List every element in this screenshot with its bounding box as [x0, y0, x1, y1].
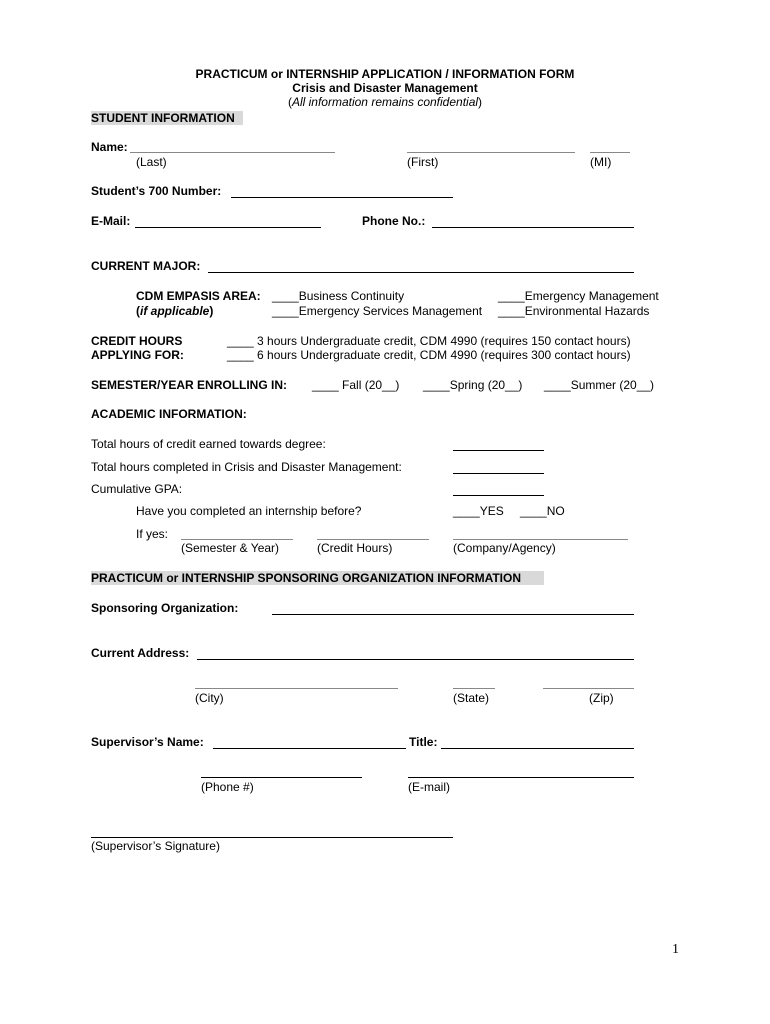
supervisor-title-label: Title:	[409, 735, 438, 749]
current-major-field[interactable]	[208, 272, 634, 273]
first-caption: (First)	[407, 155, 439, 169]
state-caption: (State)	[453, 691, 490, 705]
credit-hours-label: CREDIT HOURS	[91, 334, 183, 348]
page-number: 1	[672, 942, 679, 957]
prior-internship-question: Have you completed an internship before?	[136, 504, 362, 518]
emphasis-emergency-management[interactable]: ____Emergency Management	[498, 289, 659, 303]
last-name-field[interactable]	[130, 152, 335, 153]
phone-caption: (Phone #)	[201, 780, 254, 794]
email-caption: (E-mail)	[408, 780, 450, 794]
semester-spring-option[interactable]: ____Spring (20__)	[423, 378, 523, 392]
signature-caption: (Supervisor’s Signature)	[91, 839, 220, 853]
if-yes-label: If yes:	[136, 527, 169, 541]
prior-internship-no[interactable]: ____NO	[520, 504, 565, 518]
credit-6-hours-option[interactable]: ____ 6 hours Undergraduate credit, CDM 4990 (requires 300 contact hours)	[227, 348, 631, 362]
sponsor-info-heading: PRACTICUM or INTERNSHIP SPONSORING ORGANIZATION INFORMATION	[91, 571, 544, 585]
supervisor-title-field[interactable]	[441, 748, 634, 749]
name-label: Name:	[91, 140, 128, 154]
company-agency-field[interactable]	[453, 539, 628, 540]
emphasis-business-continuity[interactable]: ____Business Continuity	[272, 289, 405, 303]
current-major-label: CURRENT MAJOR:	[91, 259, 201, 273]
address-field[interactable]	[197, 659, 634, 660]
emphasis-environmental-hazards[interactable]: ____Environmental Hazards	[498, 304, 650, 318]
total-credit-field[interactable]	[453, 450, 544, 451]
supervisor-name-label: Supervisor’s Name:	[91, 735, 204, 749]
supervisor-name-field[interactable]	[213, 748, 406, 749]
current-address-label: Current Address:	[91, 646, 190, 660]
supervisor-email-field[interactable]	[408, 777, 634, 778]
supervisor-signature-field[interactable]	[91, 837, 453, 838]
semester-year-field[interactable]	[181, 539, 293, 540]
student-id-field[interactable]	[231, 197, 453, 198]
state-field[interactable]	[453, 688, 495, 689]
cdm-hours-label: Total hours completed in Crisis and Disaster Management:	[91, 460, 402, 474]
zip-field[interactable]	[543, 688, 634, 689]
total-credit-label: Total hours of credit earned towards degree:	[91, 437, 326, 451]
city-caption: (City)	[195, 691, 224, 705]
credit-3-hours-option[interactable]: ____ 3 hours Undergraduate credit, CDM 4990 (requires 150 contact hours)	[227, 334, 631, 348]
zip-caption: (Zip)	[589, 691, 614, 705]
if-applicable-note: (if applicable)	[136, 304, 214, 318]
phone-field[interactable]	[432, 227, 634, 228]
credit-hours-field[interactable]	[317, 539, 429, 540]
emphasis-label: CDM EMPASIS AREA:	[136, 289, 261, 303]
credit-hours-caption: (Credit Hours)	[317, 541, 393, 555]
first-name-field[interactable]	[407, 152, 575, 153]
confidential-note: (All information remains confidential)	[287, 95, 483, 109]
student-id-label: Student’s 700 Number:	[91, 184, 222, 198]
semester-label: SEMESTER/YEAR ENROLLING IN:	[91, 378, 288, 392]
sponsoring-org-field[interactable]	[272, 614, 634, 615]
supervisor-phone-field[interactable]	[201, 777, 362, 778]
phone-label: Phone No.:	[362, 214, 426, 228]
company-agency-caption: (Company/Agency)	[453, 541, 556, 555]
last-caption: (Last)	[136, 155, 167, 169]
semester-summer-option[interactable]: ____Summer (20__)	[544, 378, 655, 392]
gpa-field[interactable]	[453, 495, 544, 496]
applying-for-label: APPLYING FOR:	[91, 348, 184, 362]
email-field[interactable]	[135, 227, 321, 228]
semester-fall-option[interactable]: ____ Fall (20__)	[312, 378, 400, 392]
gpa-label: Cumulative GPA:	[91, 482, 183, 496]
form-subtitle: Crisis and Disaster Management	[292, 81, 478, 95]
sponsoring-org-label: Sponsoring Organization:	[91, 601, 239, 615]
mi-field[interactable]	[590, 152, 630, 153]
city-field[interactable]	[195, 688, 398, 689]
student-info-heading: STUDENT INFORMATION	[91, 111, 243, 125]
semester-year-caption: (Semester & Year)	[181, 541, 280, 555]
mi-caption: (MI)	[590, 155, 612, 169]
emphasis-emergency-services[interactable]: ____Emergency Services Management	[272, 304, 483, 318]
email-label: E-Mail:	[91, 214, 131, 228]
cdm-hours-field[interactable]	[453, 473, 544, 474]
prior-internship-yes[interactable]: ____YES	[453, 504, 504, 518]
form-title: PRACTICUM or INTERNSHIP APPLICATION / INFORMATION FORM	[195, 67, 575, 81]
academic-info-heading: ACADEMIC INFORMATION:	[91, 407, 247, 421]
